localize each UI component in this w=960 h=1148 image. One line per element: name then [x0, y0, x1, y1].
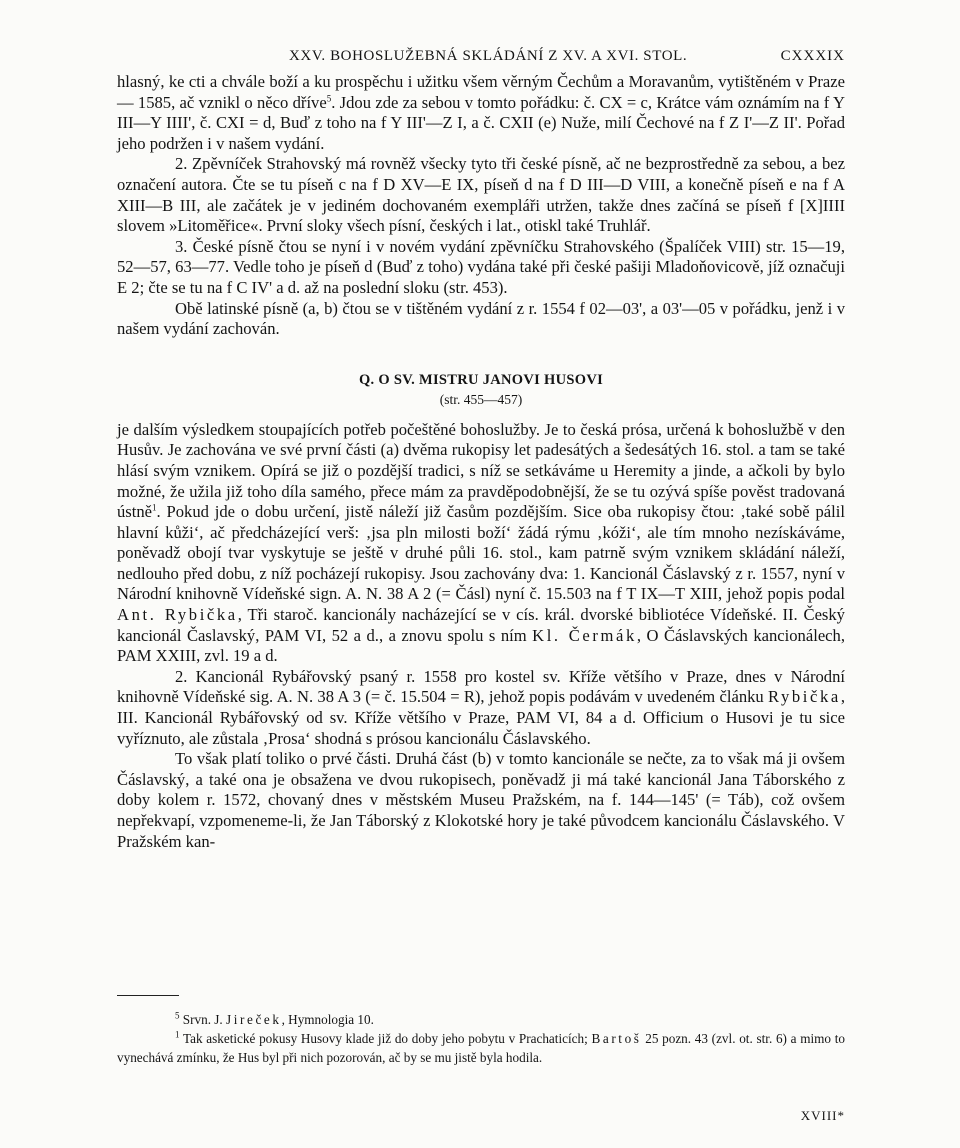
paragraph-7: To však platí toliko o prvé části. Druhá část (b) v tomto kancionále se nečte, za to však má ji ovšem Čáslavský, a také ona je obsažena ve dvou rukopisech, poněvadž ji má také kancionál Jana Táborského z doby kolem r. 1572, chovaný dnes v městském Museu Pražském, na f. 144—145' (= Táb), což ovšem nepřekvapí, vzpomeneme-li, že Jan Táborský z Klokotské hory je také původcem kancionálu Čáslavského. V Pražském kan- — [117, 749, 845, 851]
page-number: CXXXIX — [780, 48, 845, 64]
footnote-1: $^1$ Tak asketické pokusy Husovy klade již do doby jeho pobytu v Prachaticích; Bartoš 25 pozn. 43 (zvl. ot. str. 6) a mimo to vynechává zmínku, že Hus byl při nich pozorován, ač by se mu jistě byla hodila. — [117, 1029, 845, 1065]
footnote-divider — [117, 995, 179, 996]
paragraph-6: 2. Kancionál Rybářovský psaný r. 1558 pro kostel sv. Kříže většího v Praze, dnes v Národní knihovně Vídeňské sig. A. N. 38 A 3 (= č. 15.504 = R), jehož popis podávám v uvedeném článku Rybičkа, III. Kancionál Rybářovský od sv. Kříže většího v Praze, PAM VI, 84 a d. Officium o Husovi je tu sice vyříznuto, ale zůstala ‚Prosa‘ shodná s prósou kancionálu Čáslavského. — [117, 666, 845, 748]
paragraph-2: 2. Zpěvníček Strahovský má rovněž všecky tyto tři české písně, ač ne bezprostředně za sebou, a bez označení autora. Čte se tu píseň c na f D XV—E IX, píseň d na f D III—D VIII, a konečně píseň e na f A XIII—B III, ale začátek je v jediném dochovaném exempláři utržen, takže dnes začíná se píseň f [X]IIII slovem »Litoměřice«. První sloky všech písní, českých i lat., otiskl také Truhlář. — [117, 154, 845, 236]
author-name: Ant. Rybička — [117, 605, 238, 625]
paragraph-1: hlasný, ke cti a chvále boží a ku prospěchu i užitku všem věrným Čechům a Moravanům, vytištěném v Praze — 1585, ač vznikl o něco dříve$^5$. Jdou zde za sebou v tomto pořádku: č. CX = c, Krátce vám oznámím na f Y III—Y IIII', č. CXI = d, Buď z toho na f Y III'—Z I, a č. CXII (e) Nuže, milí Čechové na f Z I'—Z II'. Pořad jeho podržen i v našem vydání. — [117, 72, 845, 153]
running-header — [117, 48, 845, 72]
paragraph-4: Obě latinské písně (a, b) čtou se v tištěném vydání z r. 1554 f 02—03', a 03'—05 v pořádku, jenž i v našem vydání zachován. — [117, 298, 845, 339]
footnote-ref-5[interactable]: 5 — [326, 93, 332, 104]
paragraph-3: 3. České písně čtou se nyní i v novém vydání zpěvníčku Strahovského (Špalíček VIII) str. 15—19, 52—57, 63—77. Vedle toho je píseň d (Buď z toho) vydána také při české pašiji Mladoňovicově, jíž označuji E 2; čte se tu na f C IV' a d. až na poslední sloku (str. 453). — [117, 236, 845, 297]
body-text — [117, 72, 845, 852]
running-title: XXV. BOHOSLUŽEBNÁ SKLÁDÁNÍ Z XV. A XVI. STOL. — [289, 48, 688, 64]
footnote-ref-1[interactable]: 1 — [152, 502, 157, 513]
section-page-range: (str. 455—457) — [439, 391, 523, 407]
author-name: Kl. Čermák — [532, 625, 637, 645]
section-title: Q. O SV. MISTRU JANOVI HUSOVI — [358, 371, 604, 388]
author-name: Rybičkа — [768, 687, 841, 707]
footnote-5: $^5$ Srvn. J. Jireček, Hymnologia 10. — [175, 1010, 374, 1027]
printer-signature: XVIII* — [800, 1108, 845, 1123]
paragraph-5: je dalším výsledkem stoupajících potřeb počeštěné bohoslužby. Je to česká prósa, určená k bohoslužbě v den Husův. Je zachována ve své první části (a) dvěma rukopisy let padesátých a šedesátých 16. stol. a tam se také hlásí svým vznikem. Opírá se již o pozdější tradici, s níž se setkáváme u Heremity a jinde, a ačkoli by bylo možné, že užila již toho díla samého, přece mám za pravděpodobnější, že se tu ozývá spíše pověst tradovaná ústně$^1$. Pokud jde o dobu určení, jistě náleží již časům pozdějším. Sice oba rukopisy čtou: ‚také sobě pálil hlavní kůži‘, ač předcházející verš: ‚jsa pln milosti boží‘ žádá rýmu ‚kóži‘, ale tím mnoho nezískáváme, poněvadž obojí tvar vyskytuje se ještě v druhé půli 16. stol., kam patrně svým vznikem skládání náleží, nedlouho před dobu, z níž pocházejí rukopisy. Jsou zachovány dva: 1. Kancionál Čáslavský z r. 1557, nyní v Národní knihovně Vídeňské sign. A. N. 38 A 2 (= Čásl) nyní č. 15.503 na f T IX—T XIII, jehož popis podal Ant. Rybička, Tři staroč. kancionály nacházející se v cís. král. dvorské bibliotéce Vídeňské. II. Český kancionál Časlavský, PAM VI, 52 a d., a znovu spolu s ním Kl. Čermák, O Čáslavských kancionálech, PAM XXIII, zvl. 19 a d. — [117, 419, 845, 666]
page — [117, 48, 845, 852]
footnotes — [117, 1010, 845, 1067]
